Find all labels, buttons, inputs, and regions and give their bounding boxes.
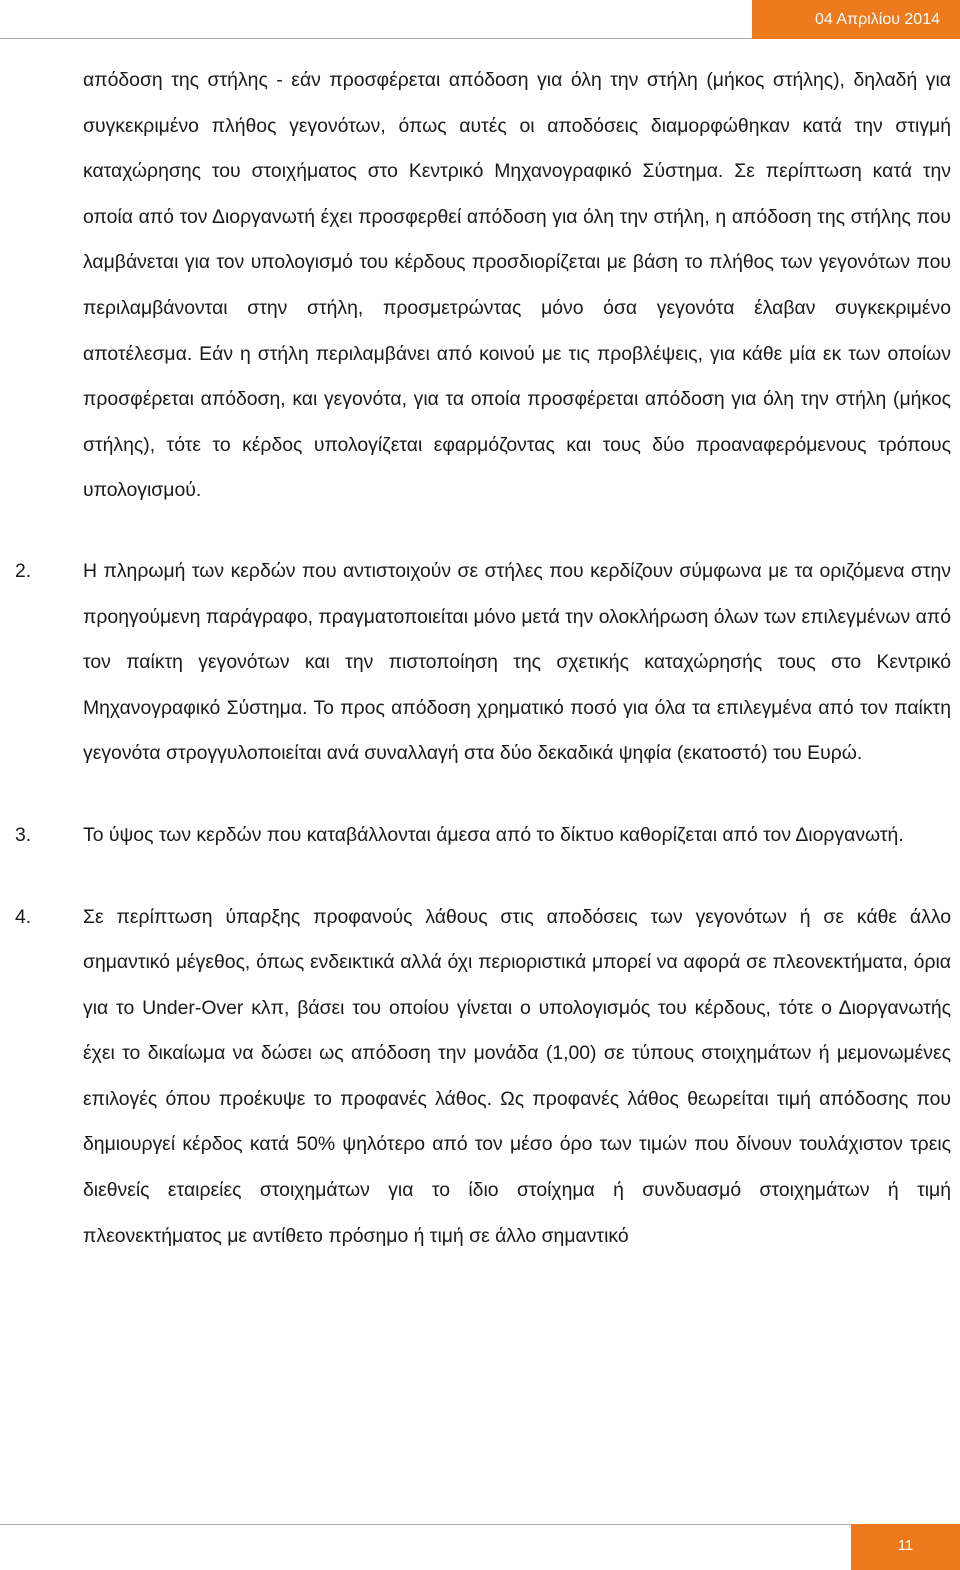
document-body: [0, 58, 960, 1259]
list-item-number: 4.: [15, 905, 32, 928]
page-number-badge: 11: [851, 1524, 960, 1570]
list-item-4: [15, 895, 951, 1260]
list-item-text: Η πληρωμή των κερδών που αντιστοιχούν σε στήλες που κερδίζουν σύμφωνα με τα οριζόμενα στην προηγούμενη παράγραφο, πραγματοποιείται μόνο μετά την ολοκλήρωση όλων των επιλεγμένων από τον παίκτη γεγονότων και την πιστοποίηση της σχετικής καταχώρησής τους στο Κεντρικό Μηχανογραφικό Σύστημα. Το προς απόδοση χρηματικό ποσό για όλα τα επιλεγμένα από τον παίκτη γεγονότα στρογγυλοποιείται ανά συναλλαγή στα δύο δεκαδικά ψηφία (εκατοστό) του Ευρώ.: [83, 559, 951, 765]
list-item-number: 3.: [15, 823, 32, 846]
list-item-2: [15, 549, 951, 777]
header-rule: [0, 38, 752, 39]
header-date-badge: 04 Απριλίου 2014: [752, 0, 960, 39]
list-item-number: 2.: [15, 559, 32, 582]
list-item-text: Σε περίπτωση ύπαρξης προφανούς λάθους στις αποδόσεις των γεγονότων ή σε κάθε άλλο σημαντικό μέγεθος, όπως ενδεικτικά αλλά όχι περιοριστικά μπορεί να αφορά σε πλεονεκτήματα, όρια για το Under-Over κλπ, βάσει του οποίου γίνεται ο υπολογισμός του κέρδους, τότε ο Διοργανωτής έχει το δικαίωμα να δώσει ως απόδοση την μονάδα (1,00) σε τύπους στοιχημάτων ή μεμονωμένες επιλογές όπου προέκυψε το προφανές λάθος. Ως προφανές λάθος θεωρείται τιμή απόδοσης που δημιουργεί κέρδος κατά 50% ψηλότερο από τον μέσο όρο των τιμών που δίνουν τουλάχιστον τρεις διεθνείς εταιρείες στοιχημάτων για το ίδιο στοίχημα ή συνδυασμό στοιχημάτων ή τιμή πλεονεκτήματος με αντίθετο πρόσημο ή τιμή σε άλλο σημαντικό: [83, 905, 951, 1247]
list-item-text: Το ύψος των κερδών που καταβάλλονται άμεσα από το δίκτυο καθορίζεται από τον Διοργανωτή.: [83, 823, 904, 846]
intro-paragraph: απόδοση της στήλης - εάν προσφέρεται απόδοση για όλη την στήλη (μήκος στήλης), δηλαδή για συγκεκριμένο πλήθος γεγονότων, όπως αυτές οι αποδόσεις διαμορφώθηκαν κατά την στιγμή καταχώρησης του στοιχήματος στο Κεντρικό Μηχανογραφικό Σύστημα. Σε περίπτωση κατά την οποία από τον Διοργανωτή έχει προσφερθεί απόδοση για όλη την στήλη, η απόδοση της στήλης που λαμβάνεται για τον υπολογισμό του κέρδους προσδιορίζεται με βάση το πλήθος των γεγονότων που περιλαμβάνονται στην στήλη, προσμετρώντας μόνο όσα γεγονότα έλαβαν συγκεκριμένο αποτέλεσμα. Εάν η στήλη περιλαμβάνει από κοινού με τις προβλέψεις, για κάθε μία εκ των οποίων προσφέρεται απόδοση, και γεγονότα, για τα οποία προσφέρεται απόδοση για όλη την στήλη (μήκος στήλης), τότε το κέρδος υπολογίζεται εφαρμόζοντας και τους δύο προαναφερόμενους τρόπους υπολογισμού.: [83, 69, 951, 502]
list-item-3: [15, 813, 951, 859]
footer-rule: [0, 1524, 851, 1525]
